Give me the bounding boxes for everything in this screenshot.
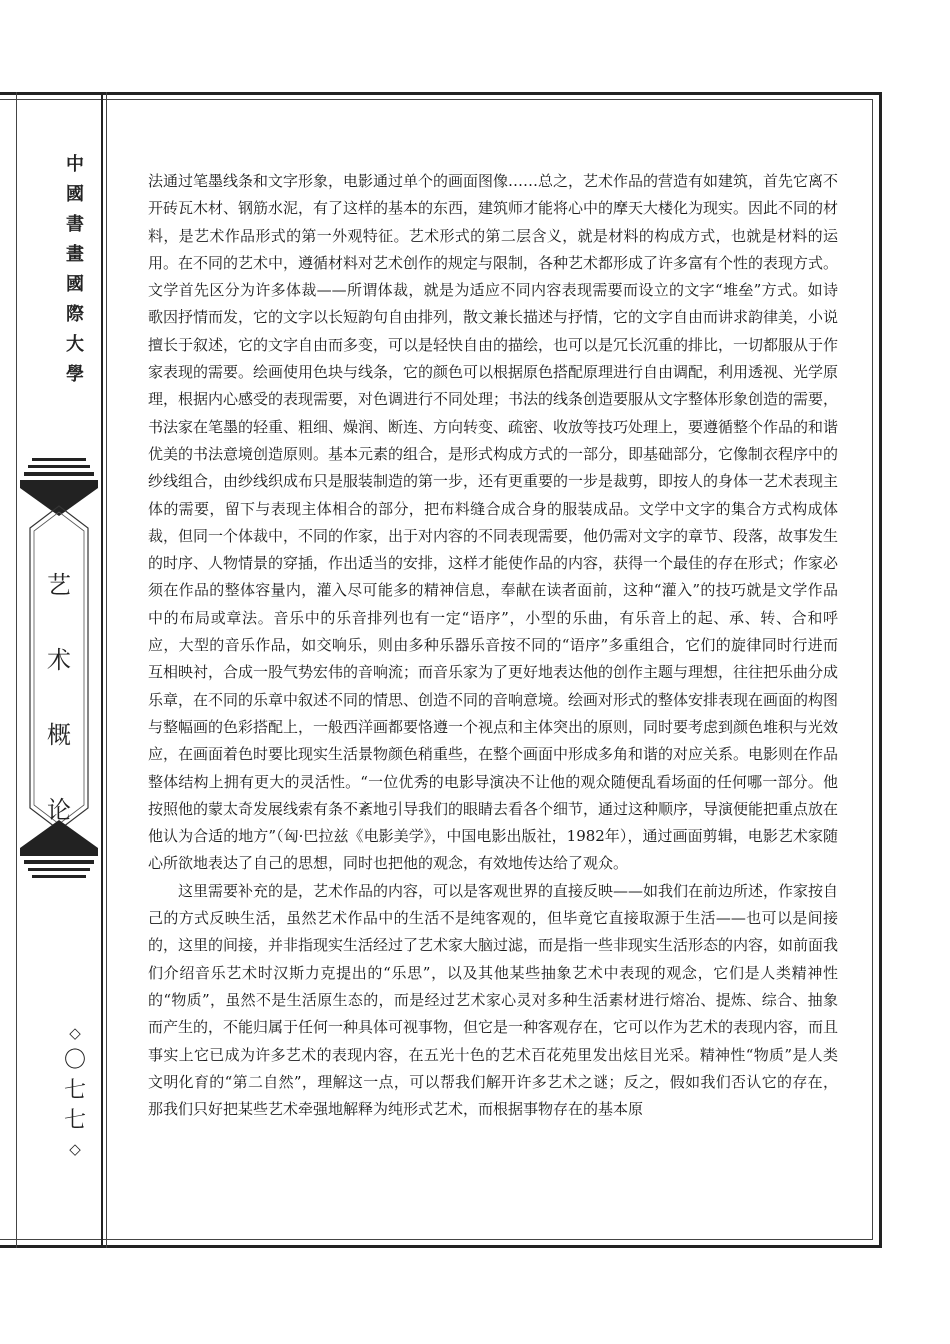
sidebar-rule xyxy=(106,92,107,1248)
paragraph: 法通过笔墨线条和文字形象，电影通过单个的画面图像……总之，艺术作品的营造有如建筑，首先它离不开砖瓦木材、钢筋水泥，有了这样的基本的东西，建筑师才能将心中的摩天大楼化为现实。因此不同的材料，是艺术作品形式的第一外观特征。艺术形式的第二层含义，就是材料的构成方式，也就是材料的运用。在不同的艺术中，遵循材料对艺术创作的规定与限制，各种艺术都形成了许多富有个性的表现方式。文学首先区分为许多体裁——所谓体裁，就是为适应不同内容表现需要而设立的文字“堆垒”方式。如诗歌因抒情而发，它的文字以长短韵句自由排列，散文兼长描述与抒情，它的文字自由而讲求韵律美，小说擅长于叙述，它的文字自由而多变，可以是轻快自由的描绘，也可以是冗长沉重的排比，一切都服从于作家表现的需要。绘画使用色块与线条，它的颜色可以根据原色搭配原理进行自由调配，利用透视、光学原理，根据内心感受的表现需要，对色调进行不同处理；书法的线条创造要服从文字整体形象创造的需要，书法家在笔墨的轻重、粗细、燥润、断连、方向转变、疏密、收放等技巧处理上，要遵循整个作品的和谐优美的书法意境创造原则。基本元素的组合，是形式构成方式的一部分，即基础部分，它像制衣程序中的纱线组合，由纱线织成布只是服装制造的第一步，还有更重要的一步是裁剪，即按人的身体一艺术表现主体的需要，留下与表现主体相合的部分，把布料缝合成合身的服装成品。文学中文字的集合方式构成体裁，但同一个体裁中，不同的作家，出于对内容的不同表现需要，他仍需对文字的章节、段落，故事发生的时序、人物情景的穿插，作出适当的安排，这样才能使作品的内容，获得一个最佳的存在形式；作家必须在作品的整体容量内，灌入尽可能多的精神信息，奉献在读者面前，这种“灌入”的技巧就是文学作品中的布局或章法。音乐中的乐音排列也有一定“语序”，小型的乐曲，有乐音上的起、承、转、合和呼应，大型的音乐作品，如交响乐，则由多种乐器乐音按不同的“语序”多重组合，它们的旋律同时行进而互相映衬，合成一股气势宏伟的音响流；而音乐家为了更好地表达他的创作主题与理想，往往把乐曲分成乐章，在不同的乐章中叙述不同的情思、创造不同的音响意境。绘画对形式的整体安排表现在画面的构图与整幅画的色彩搭配上，一般西洋画都要恪遵一个视点和主体突出的原则，同时要考虑到颜色堆积与光效应，在画面着色时要比现实生活景物颜色稍重些，在整个画面中形成多角和谐的对应关系。电影则在作品整体结构上拥有更大的灵活性。“一位优秀的电影导演决不让他的观众随便乱看场面的任何哪一部分。他按照他的蒙太奇发展线索有条不紊地引导我们的眼睛去看各个细节，通过这种顺序，导演便能把重点放在他认为合适的地方”（匈·巴拉兹《电影美学》，中国电影出版社，1982年），通过画面剪辑，电影艺术家随心所欲地表达了自己的思想，同时也把他的观念，有效地传达给了观众。 xyxy=(148,172,839,873)
body-text xyxy=(148,168,838,1123)
page-number-char: 〇 xyxy=(63,1048,86,1073)
book-title-char: 概 xyxy=(47,721,71,749)
sidebar-rule xyxy=(101,92,103,1248)
book-title-char: 术 xyxy=(47,646,71,674)
sidebar-rule xyxy=(16,92,17,1248)
diamond-icon: ◇ xyxy=(69,1024,81,1042)
university-char: 大 xyxy=(66,334,84,355)
university-char: 際 xyxy=(66,304,84,325)
page-number-char: 七 xyxy=(63,1108,86,1133)
diamond-icon: ◇ xyxy=(69,1140,81,1158)
university-char: 書 xyxy=(66,214,84,235)
page-number-char: 七 xyxy=(63,1078,86,1103)
page-number xyxy=(56,1020,94,1162)
university-char: 畫 xyxy=(66,244,84,265)
paragraph: 这里需要补充的是，艺术作品的内容，可以是客观世界的直接反映——如我们在前边所述，作家按自己的方式反映生活，虽然艺术作品中的生活不是纯客观的，但毕竟它直接取源于生活——也可以是间接的，这里的间接，并非指现实生活经过了艺术家大脑过滤，而是指一些非现实生活形态的内容，如前面我们介绍音乐艺术时汉斯力克提出的“乐思”，以及其他某些抽象艺术中表现的观念，它们是人类精神性的“物质”，虽然不是生活原生态的，而是经过艺术家心灵对多种生活素材进行熔冶、提炼、综合、抽象而产生的，不能归属于任何一种具体可视事物，但它是一种客观存在，它可以作为艺术的表现内容，而且事实上它已成为许多艺术的表现内容，在五光十色的艺术百花苑里发出炫目光采。精神性“物质”是人类文明化育的“第二自然”，理解这一点，可以帮我们解开许多艺术之谜；反之，假如我们否认它的存在，那我们只好把某些艺术牵强地解释为纯形式艺术，而根据事物存在的基本原 xyxy=(148,881,839,1119)
book-title xyxy=(18,548,100,848)
book-title-char: 论 xyxy=(47,796,71,824)
university-char: 國 xyxy=(66,274,84,295)
university-name xyxy=(60,150,90,390)
university-char: 學 xyxy=(66,364,84,385)
university-char: 國 xyxy=(66,184,84,205)
university-char: 中 xyxy=(66,154,84,175)
book-title-panel xyxy=(18,458,100,878)
book-title-char: 艺 xyxy=(47,571,71,599)
